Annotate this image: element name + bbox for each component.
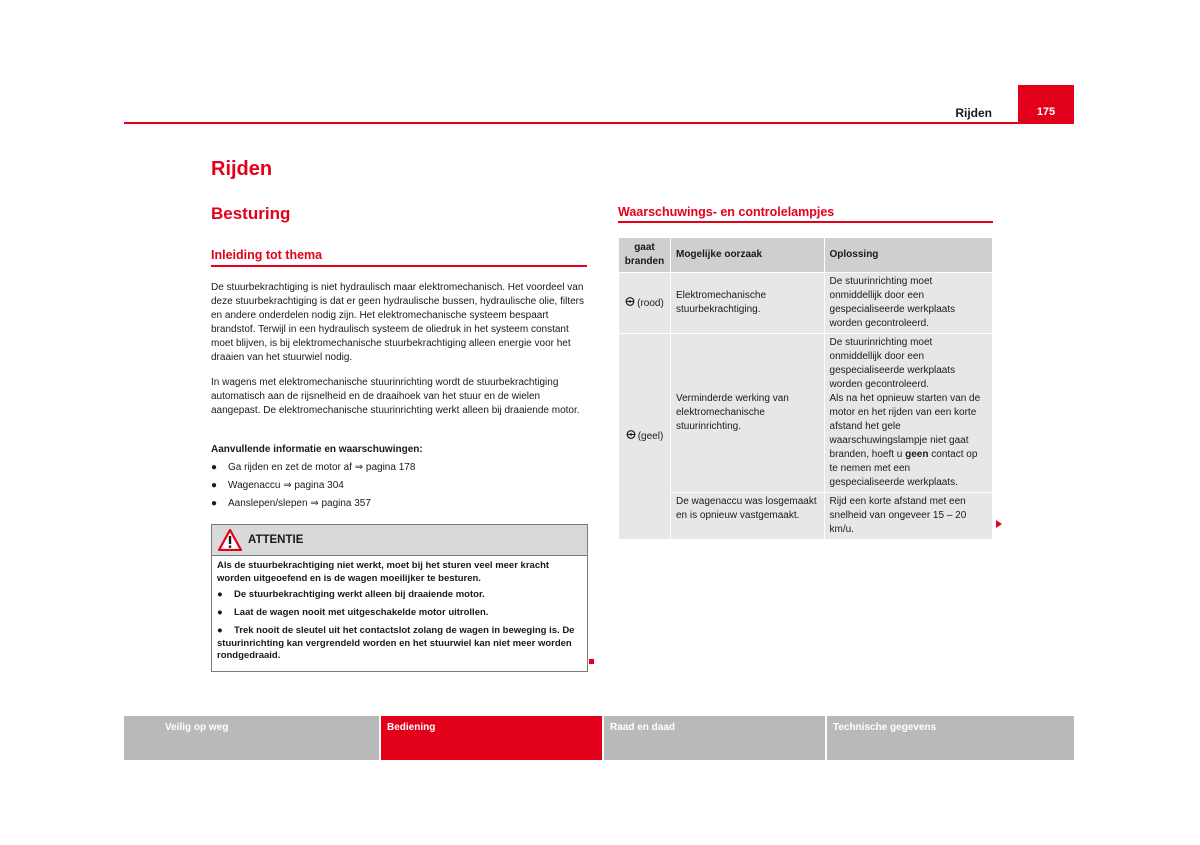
- lamp-cell: [619, 334, 671, 540]
- solution-text: contact op te nemen met een gespecialiseerde werkplaats.: [829, 449, 978, 488]
- subsection-rule: [211, 265, 587, 267]
- continue-arrow-icon: [996, 520, 1002, 528]
- bullet-icon: ●: [217, 589, 223, 600]
- warning-box: [211, 524, 588, 672]
- bullet-icon: ●: [211, 462, 218, 473]
- column-header: gaat branden: [619, 238, 671, 273]
- lamp-color: (rood): [637, 297, 664, 309]
- table-row: [619, 493, 993, 540]
- column-header: Oplossing: [824, 238, 992, 273]
- lamp-color: (geel): [637, 431, 664, 442]
- table-row: [619, 273, 993, 334]
- header-section-title: Rijden: [955, 106, 992, 120]
- cause-cell: Verminderde werking van elektromechanische stuurinrichting.: [670, 334, 824, 493]
- lamps-heading-rule: [618, 221, 993, 223]
- nav-tab-raad-en-daad[interactable]: [604, 716, 825, 760]
- column-header: Mogelijke oorzaak: [670, 238, 824, 273]
- table-header-row: [619, 238, 993, 273]
- warning-item: [217, 589, 583, 602]
- bullet-icon: ●: [211, 480, 218, 491]
- bullet-icon: ●: [217, 607, 223, 618]
- steering-wheel-warning-icon: [626, 429, 636, 443]
- list-item: [211, 461, 415, 475]
- list-item-text[interactable]: Aanslepen/slepen ⇒ pagina 357: [228, 498, 371, 509]
- chapter-title: Rijden: [211, 158, 273, 180]
- solution-text: Als na het opnieuw starten van de motor en het rijden van een korte afstand het gele waarschuwingslampje niet gaat branden, hoeft u: [829, 393, 981, 460]
- warning-lamps-table: [618, 237, 993, 540]
- list-item: [211, 479, 344, 493]
- page-number: 175: [1036, 106, 1056, 118]
- nav-tab-label: Technische gegevens: [833, 722, 937, 733]
- bullet-icon: ●: [217, 625, 223, 636]
- lamps-heading: Waarschuwings- en controlelampjes: [618, 205, 835, 219]
- solution-cell: [824, 334, 992, 493]
- section-title: Besturing: [211, 204, 291, 223]
- warning-item-text: De stuurbekrachtiging werkt alleen bij draaiende motor.: [234, 589, 485, 600]
- list-item: [211, 497, 371, 511]
- warning-triangle-icon: [218, 529, 242, 551]
- intro-paragraph: De stuurbekrachtiging is niet hydraulisch maar elektromechanisch. Het voordeel van deze stuurbekrachtiging is dat er geen hydraulische bussen, hydraulische olie, filters en andere onderdelen nodig zijn. Het elektromechanische systeem bespaart brandstof. Terwijl in een hydraulisch systeem de oliedruk in het systeem constant moet blijven, is bij elektromechanische stuurbekrachtiging alleen energie voor het draaien van het stuurwiel nodig.: [211, 282, 584, 363]
- nav-tab-label: Veilig op weg: [165, 722, 229, 733]
- header-rule: [124, 122, 1074, 124]
- warning-title: ATTENTIE: [248, 534, 304, 546]
- warning-item-text: Trek nooit de sleutel uit het contactslot zolang de wagen in beweging is. De stuurinrichting kan vergrendeld worden en het stuurwiel kan niet meer worden rondgedraaid.: [217, 625, 575, 661]
- nav-tab-label: Raad en daad: [610, 722, 676, 733]
- cause-cell: Elektromechanische stuurbekrachtiging.: [670, 273, 824, 334]
- warning-item: [217, 607, 583, 620]
- cause-cell: De wagenaccu was losgemaakt en is opnieuw vastgemaakt.: [670, 493, 824, 540]
- section-end-marker: [589, 659, 594, 664]
- list-item-text[interactable]: Ga rijden en zet de motor af ⇒ pagina 178: [228, 462, 416, 473]
- solution-text: De stuurinrichting moet onmiddellijk door een gespecialiseerde werkplaats worden gecontroleerd.: [829, 337, 956, 390]
- solution-cell: De stuurinrichting moet onmiddellijk door een gespecialiseerde werkplaats worden gecontroleerd.: [824, 273, 992, 334]
- lamp-cell: [619, 273, 671, 334]
- nav-tab-bediening[interactable]: [381, 716, 602, 760]
- warning-intro: Als de stuurbekrachtiging niet werkt, moet bij het sturen veel meer kracht worden uitgeoefend en is de wagen moeilijker te besturen.: [217, 560, 550, 584]
- nav-tab-technische-gegevens[interactable]: [827, 716, 1074, 760]
- solution-cell: Rijd een korte afstand met een snelheid van ongeveer 15 – 20 km/u.: [824, 493, 992, 540]
- second-paragraph: In wagens met elektromechanische stuurinrichting wordt de stuurbekrachtiging automatisch aan de rijsnelheid en de draaihoek van het stuur en de wielen aangepast. De elektromechanische stuurinrichting werkt alleen bij draaiende motor.: [211, 377, 580, 416]
- table-row: [619, 334, 993, 493]
- nav-tab-veilig-op-weg[interactable]: [124, 716, 379, 760]
- warning-item: [217, 625, 583, 663]
- solution-emphasis: geen: [905, 449, 929, 460]
- warning-item-text: Laat de wagen nooit met uitgeschakelde motor uitrollen.: [234, 607, 489, 618]
- subsection-title: Inleiding tot thema: [211, 248, 323, 262]
- bullet-icon: ●: [211, 498, 218, 509]
- list-item-text[interactable]: Wagenaccu ⇒ pagina 304: [228, 480, 344, 491]
- nav-tab-label: Bediening: [387, 722, 436, 733]
- additional-info-heading: Aanvullende informatie en waarschuwingen:: [211, 444, 423, 455]
- steering-wheel-warning-icon: [625, 296, 635, 310]
